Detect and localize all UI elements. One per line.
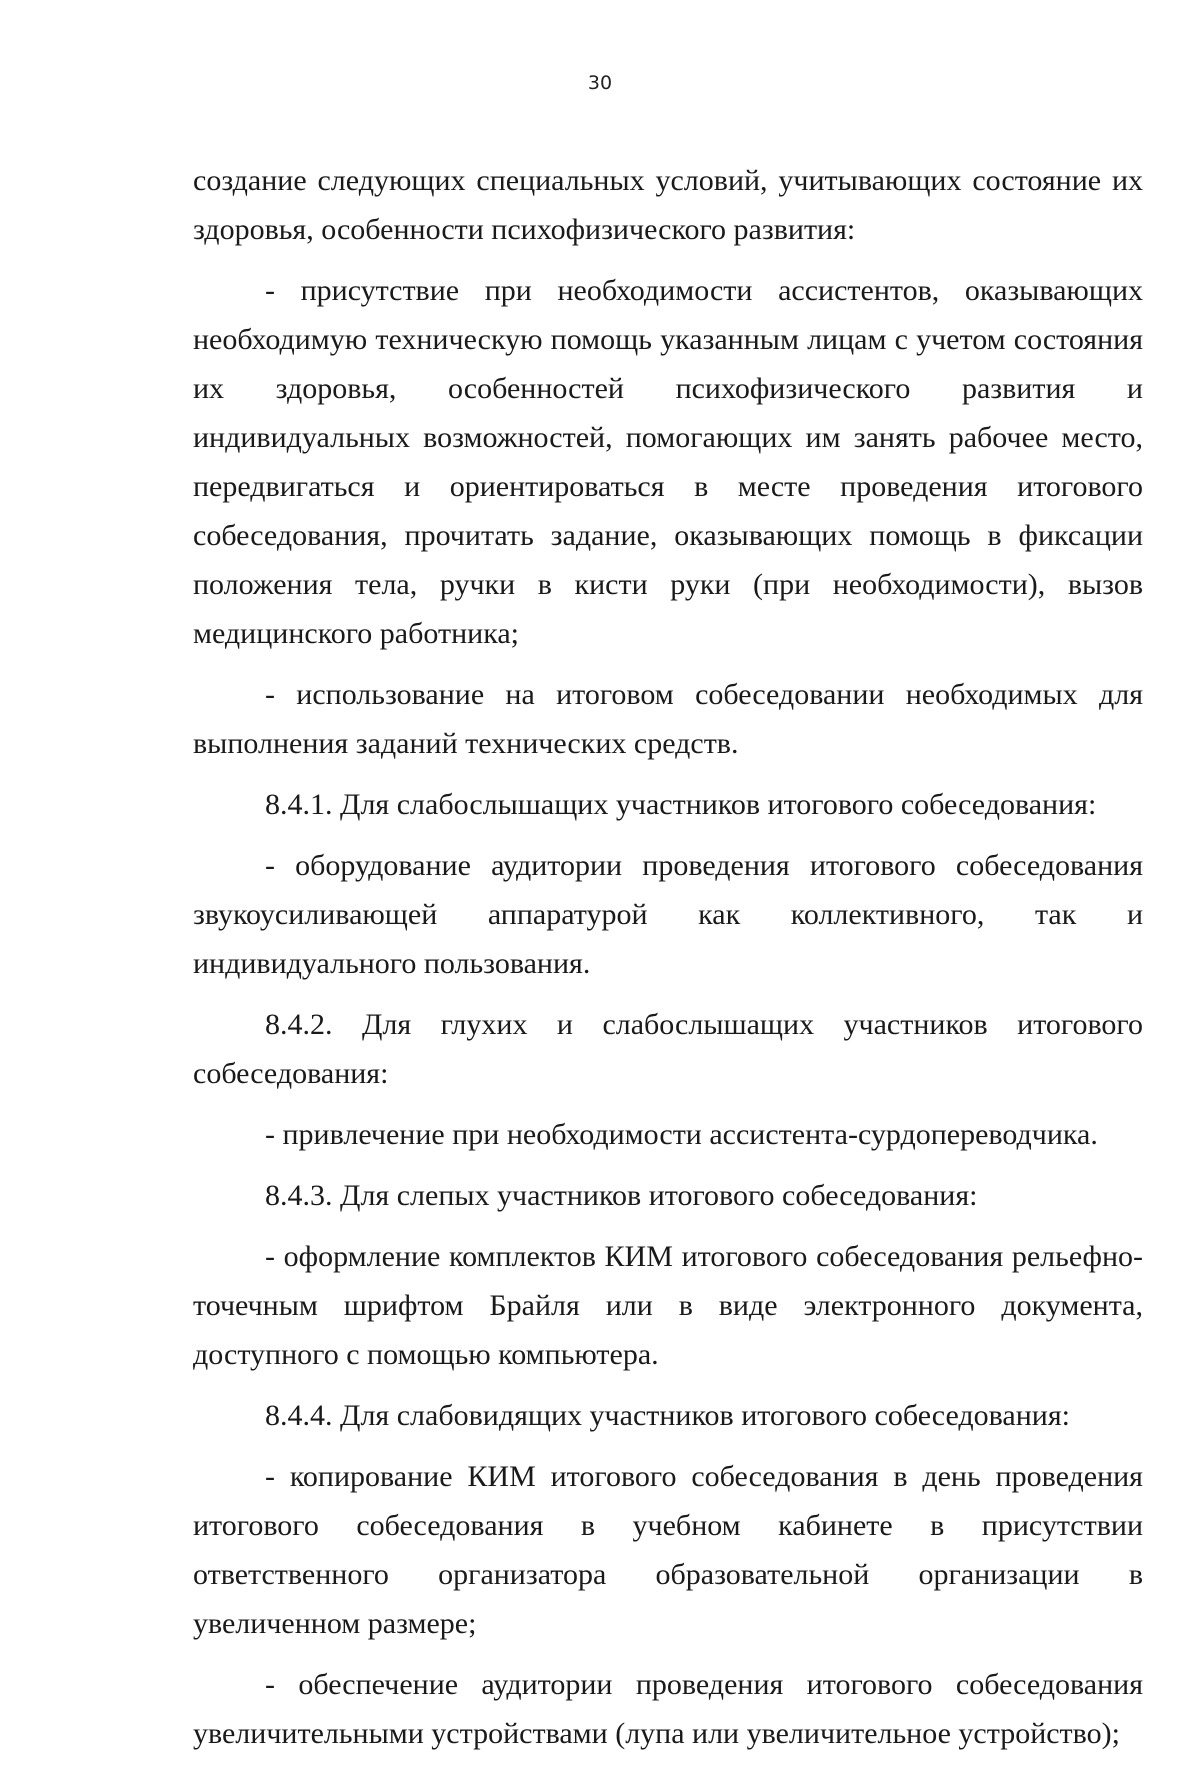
page-number: 30 [587, 72, 613, 94]
section-heading: 8.4.1. Для слабослышащих участников итогового собеседования: [265, 788, 1097, 821]
list-item: - копирование КИМ итогового собеседования в день проведения итогового собеседования в учебном кабинете в присутствии ответственного организатора образовательной организации в увеличенном размере; [193, 1460, 1143, 1640]
section-heading: 8.4.4. Для слабовидящих участников итогового собеседования: [265, 1399, 1070, 1432]
list-item: - оборудование аудитории проведения итогового собеседования звукоусиливающей аппаратурой как коллективного, так и индивидуального пользования. [193, 849, 1143, 980]
list-item: - присутствие при необходимости ассистентов, оказывающих необходимую техническую помощь указанным лицам с учетом состояния их здоровья, особенностей психофизического развития и индивидуальных возможностей, помогающих им занять рабочее место, передвигаться и ориентироваться в месте проведения итогового собеседования, прочитать задание, оказывающих помощь в фиксации положения тела, ручки в кисти руки (при необходимости), вызов медицинского работника; [193, 274, 1143, 650]
list-item: - привлечение при необходимости ассистента-сурдопереводчика. [265, 1118, 1098, 1151]
document-body [193, 156, 1143, 1770]
section-heading: 8.4.2. Для глухих и слабослышащих участников итогового собеседования: [193, 1008, 1143, 1090]
list-item: - использование на итоговом собеседовании необходимых для выполнения заданий технических средств. [193, 678, 1143, 760]
paragraph: создание следующих специальных условий, учитывающих состояние их здоровья, особенности психофизического развития: [193, 164, 1143, 246]
list-item: - обеспечение аудитории проведения итогового собеседования увеличительными устройствами (лупа или увеличительное устройство); [193, 1668, 1143, 1750]
list-item: - оформление комплектов КИМ итогового собеседования рельефно-точечным шрифтом Брайля или в виде электронного документа, доступного с помощью компьютера. [193, 1240, 1143, 1371]
section-heading: 8.4.3. Для слепых участников итогового собеседования: [265, 1179, 978, 1212]
